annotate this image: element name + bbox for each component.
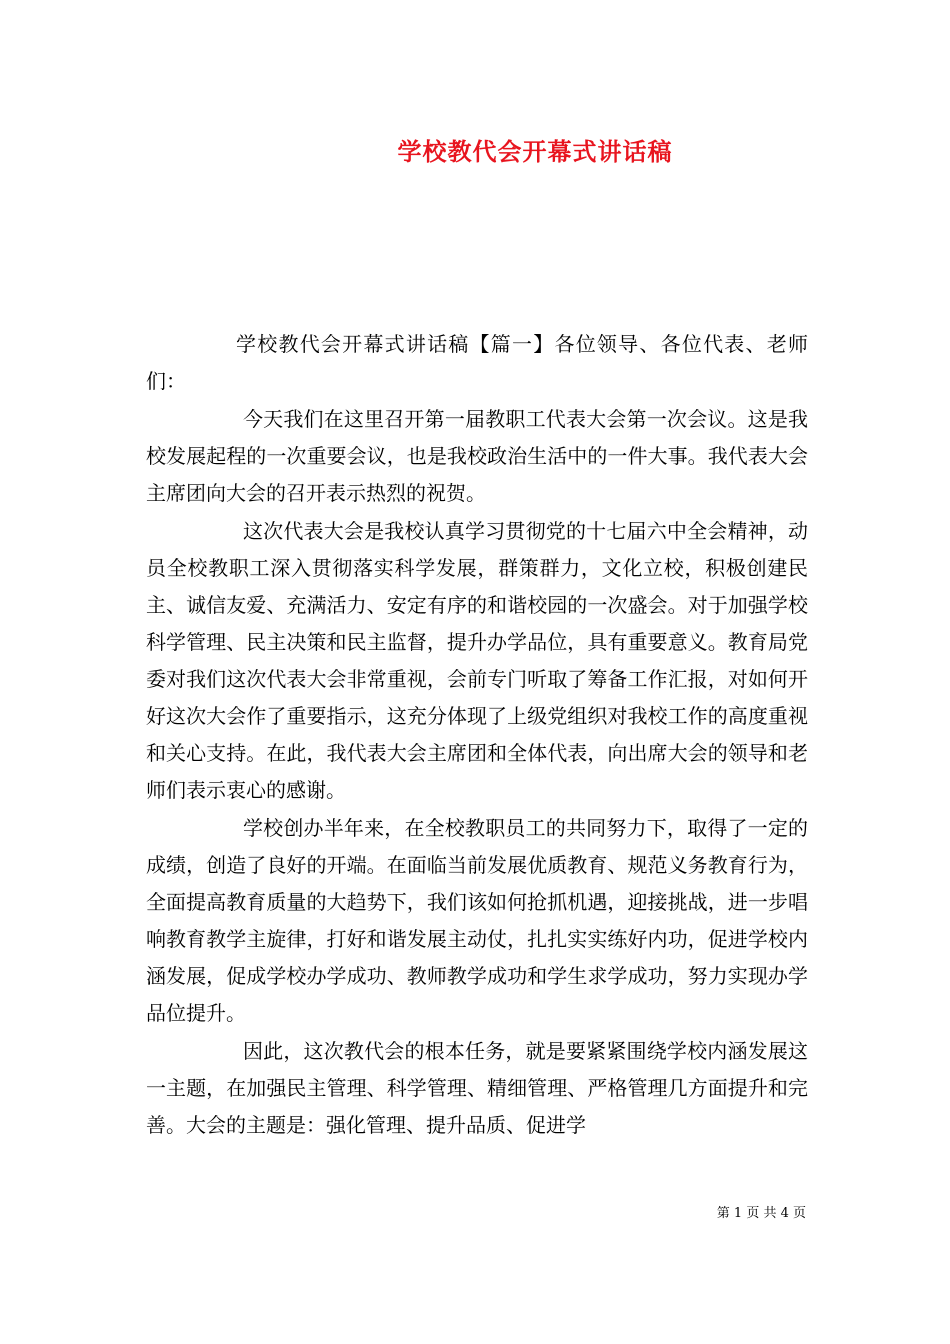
paragraph-1: 学校教代会开幕式讲话稿【篇一】各位领导、各位代表、老师们：: [146, 332, 808, 393]
document-body: [146, 326, 808, 1144]
paragraph-3: 这次代表大会是我校认真学习贯彻党的十七届六中全会精神，动员全校教职工深入贯彻落实科学发展，群策群力，文化立校，积极创建民主、诚信友爱、充满活力、安定有序的和谐校园的一次盛会。对于加强学校科学管理、民主决策和民主监督，提升办学品位，具有重要意义。教育局党委对我们这次代表大会非常重视，会前专门听取了筹备工作汇报，对如何开好这次大会作了重要指示，这充分体现了上级党组织对我校工作的高度重视和关心支持。在此，我代表大会主席团和全体代表，向出席大会的领导和老师们表示衷心的感谢。: [146, 519, 808, 802]
paragraph-4: 学校创办半年来，在全校教职员工的共同努力下，取得了一定的成绩，创造了良好的开端。在面临当前发展优质教育、规范义务教育行为，全面提高教育质量的大趋势下，我们该如何抢抓机遇，迎接挑战，进一步唱响教育教学主旋律，打好和谐发展主动仗，扎扎实实练好内功，促进学校内涵发展，促成学校办学成功、教师教学成功和学生求学成功，努力实现办学品位提升。: [146, 816, 808, 1025]
paragraph-5: 因此，这次教代会的根本任务，就是要紧紧围绕学校内涵发展这一主题，在加强民主管理、科学管理、精细管理、严格管理几方面提升和完善。大会的主题是：强化管理、提升品质、促进学: [146, 1039, 808, 1137]
document-title: 学校教代会开幕式讲话稿: [397, 137, 673, 166]
paragraph-2: 今天我们在这里召开第一届教职工代表大会第一次会议。这是我校发展起程的一次重要会议，也是我校政治生活中的一件大事。我代表大会主席团向大会的召开表示热烈的祝贺。: [146, 407, 808, 505]
page-number-footer: 第 1 页 共 4 页: [716, 1206, 806, 1221]
